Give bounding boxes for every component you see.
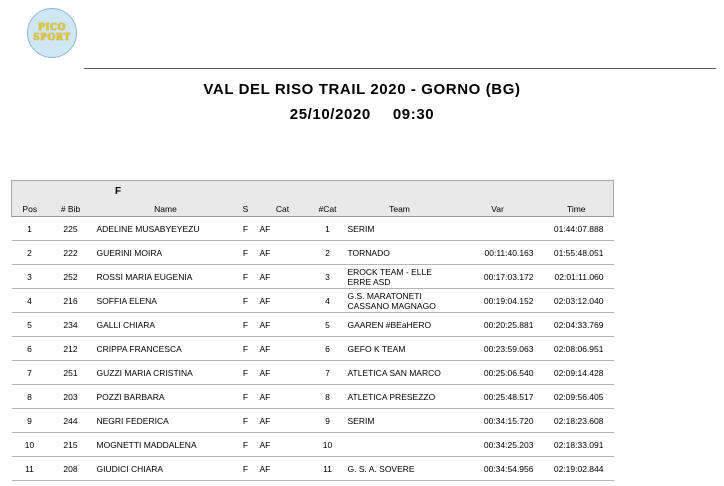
cell-cat-rank: 7	[312, 361, 344, 385]
cell-bib: 216	[48, 289, 94, 313]
cell-pos: 11	[12, 457, 48, 481]
table-row	[12, 361, 614, 385]
cell-sex: F	[238, 241, 254, 265]
cell-name: GUERINI MOIRA	[94, 241, 238, 265]
table-row	[12, 385, 614, 409]
cell-cat: AF	[254, 337, 312, 361]
cell-sex: F	[238, 337, 254, 361]
logo-line-1: PICO	[38, 23, 66, 33]
results-table	[11, 180, 614, 481]
cell-pos: 3	[12, 265, 48, 289]
cell-team: EROCK TEAM - ELLE ERRE ASD	[344, 265, 456, 289]
cell-name: GUZZI MARIA CRISTINA	[94, 361, 238, 385]
table-row	[12, 265, 614, 289]
cell-time: 02:09:56.405	[540, 385, 614, 409]
category-label: F	[12, 181, 614, 203]
cell-var: 00:19:04.152	[456, 289, 540, 313]
cell-team: SERIM	[344, 409, 456, 433]
column-header-team: Team	[344, 202, 456, 217]
cell-name: POZZI BARBARA	[94, 385, 238, 409]
cell-time: 02:01:11.060	[540, 265, 614, 289]
cell-name: MOGNETTI MADDALENA	[94, 433, 238, 457]
cell-bib: 222	[48, 241, 94, 265]
cell-pos: 10	[12, 433, 48, 457]
cell-team: G.S. MARATONETI CASSANO MAGNAGO	[344, 289, 456, 313]
cell-time: 02:09:14.428	[540, 361, 614, 385]
table-row	[12, 241, 614, 265]
column-header-var: Var	[456, 202, 540, 217]
cell-pos: 7	[12, 361, 48, 385]
cell-var: 00:17:03.172	[456, 265, 540, 289]
cell-pos: 5	[12, 313, 48, 337]
cell-team: ATLETICA PRESEZZO	[344, 385, 456, 409]
race-time: 09:30	[392, 106, 435, 123]
column-header-pos: Pos	[12, 202, 48, 217]
pico-sport-logo	[27, 8, 77, 58]
cell-team: SERIM	[344, 217, 456, 241]
cell-var: 00:20:25.881	[456, 313, 540, 337]
cell-cat: AF	[254, 433, 312, 457]
cell-sex: F	[238, 265, 254, 289]
column-header-bib: # Bib	[48, 202, 94, 217]
cell-sex: F	[238, 409, 254, 433]
cell-var: 00:34:25.203	[456, 433, 540, 457]
cell-cat-rank: 10	[312, 433, 344, 457]
cell-time: 02:19:02.844	[540, 457, 614, 481]
cell-var: 00:25:06.540	[456, 361, 540, 385]
cell-cat-rank: 3	[312, 265, 344, 289]
cell-bib: 234	[48, 313, 94, 337]
table-row	[12, 457, 614, 481]
cell-cat-rank: 5	[312, 313, 344, 337]
column-header-name: Name	[94, 202, 238, 217]
cell-cat: AF	[254, 385, 312, 409]
cell-cat-rank: 2	[312, 241, 344, 265]
cell-bib: 212	[48, 337, 94, 361]
cell-name: ROSSI MARIA EUGENIA	[94, 265, 238, 289]
cell-team	[344, 433, 456, 457]
cell-name: NEGRI FEDERICA	[94, 409, 238, 433]
table-row	[12, 409, 614, 433]
cell-var: 00:25:48.517	[456, 385, 540, 409]
cell-sex: F	[238, 217, 254, 241]
cell-cat-rank: 11	[312, 457, 344, 481]
cell-sex: F	[238, 433, 254, 457]
cell-cat: AF	[254, 289, 312, 313]
table-row	[12, 313, 614, 337]
cell-name: SOFFIA ELENA	[94, 289, 238, 313]
cell-cat: AF	[254, 409, 312, 433]
cell-time: 01:44:07.888	[540, 217, 614, 241]
category-header-row	[12, 181, 614, 203]
cell-sex: F	[238, 313, 254, 337]
table-row	[12, 289, 614, 313]
cell-time: 02:04:33.769	[540, 313, 614, 337]
cell-pos: 4	[12, 289, 48, 313]
cell-var	[456, 217, 540, 241]
cell-time: 02:18:23.608	[540, 409, 614, 433]
cell-time: 02:03:12.040	[540, 289, 614, 313]
cell-sex: F	[238, 289, 254, 313]
column-header-sex: S	[238, 202, 254, 217]
cell-pos: 9	[12, 409, 48, 433]
cell-cat: AF	[254, 313, 312, 337]
cell-pos: 6	[12, 337, 48, 361]
cell-team: TORNADO	[344, 241, 456, 265]
cell-name: CRIPPA FRANCESCA	[94, 337, 238, 361]
cell-sex: F	[238, 385, 254, 409]
cell-name: GALLI CHIARA	[94, 313, 238, 337]
cell-cat: AF	[254, 217, 312, 241]
column-header-time: Time	[540, 202, 614, 217]
table-row	[12, 217, 614, 241]
cell-cat: AF	[254, 265, 312, 289]
logo-line-2: SPORT	[33, 33, 71, 43]
cell-bib: 252	[48, 265, 94, 289]
cell-team: ATLETICA SAN MARCO	[344, 361, 456, 385]
cell-bib: 203	[48, 385, 94, 409]
race-datetime	[0, 106, 724, 123]
cell-var: 00:11:40.163	[456, 241, 540, 265]
table-row	[12, 433, 614, 457]
cell-cat: AF	[254, 241, 312, 265]
cell-pos: 8	[12, 385, 48, 409]
cell-bib: 244	[48, 409, 94, 433]
column-header-row	[12, 202, 614, 217]
cell-cat: AF	[254, 361, 312, 385]
cell-time: 02:18:33.091	[540, 433, 614, 457]
cell-pos: 2	[12, 241, 48, 265]
table-row	[12, 337, 614, 361]
cell-team: G. S. A. SOVERE	[344, 457, 456, 481]
column-header-cat: Cat	[254, 202, 312, 217]
race-title: VAL DEL RISO TRAIL 2020 - GORNO (BG)	[203, 81, 521, 98]
cell-team: GAAREN #BEaHERO	[344, 313, 456, 337]
cell-time: 02:08:06.951	[540, 337, 614, 361]
column-header-cat-rank: #Cat	[312, 202, 344, 217]
cell-cat-rank: 6	[312, 337, 344, 361]
cell-bib: 251	[48, 361, 94, 385]
cell-name: ADELINE MUSABYEYEZU	[94, 217, 238, 241]
cell-sex: F	[238, 457, 254, 481]
cell-pos: 1	[12, 217, 48, 241]
cell-cat-rank: 1	[312, 217, 344, 241]
cell-name: GIUDICI CHIARA	[94, 457, 238, 481]
cell-cat-rank: 4	[312, 289, 344, 313]
cell-cat-rank: 9	[312, 409, 344, 433]
cell-var: 00:34:54.956	[456, 457, 540, 481]
cell-bib: 225	[48, 217, 94, 241]
cell-team: GEFO K TEAM	[344, 337, 456, 361]
cell-var: 00:23:59.063	[456, 337, 540, 361]
race-date: 25/10/2020	[289, 106, 371, 123]
cell-time: 01:55:48.051	[540, 241, 614, 265]
cell-var: 00:34:15.720	[456, 409, 540, 433]
header-divider	[84, 68, 716, 69]
cell-sex: F	[238, 361, 254, 385]
cell-cat: AF	[254, 457, 312, 481]
cell-bib: 215	[48, 433, 94, 457]
cell-bib: 208	[48, 457, 94, 481]
cell-cat-rank: 8	[312, 385, 344, 409]
